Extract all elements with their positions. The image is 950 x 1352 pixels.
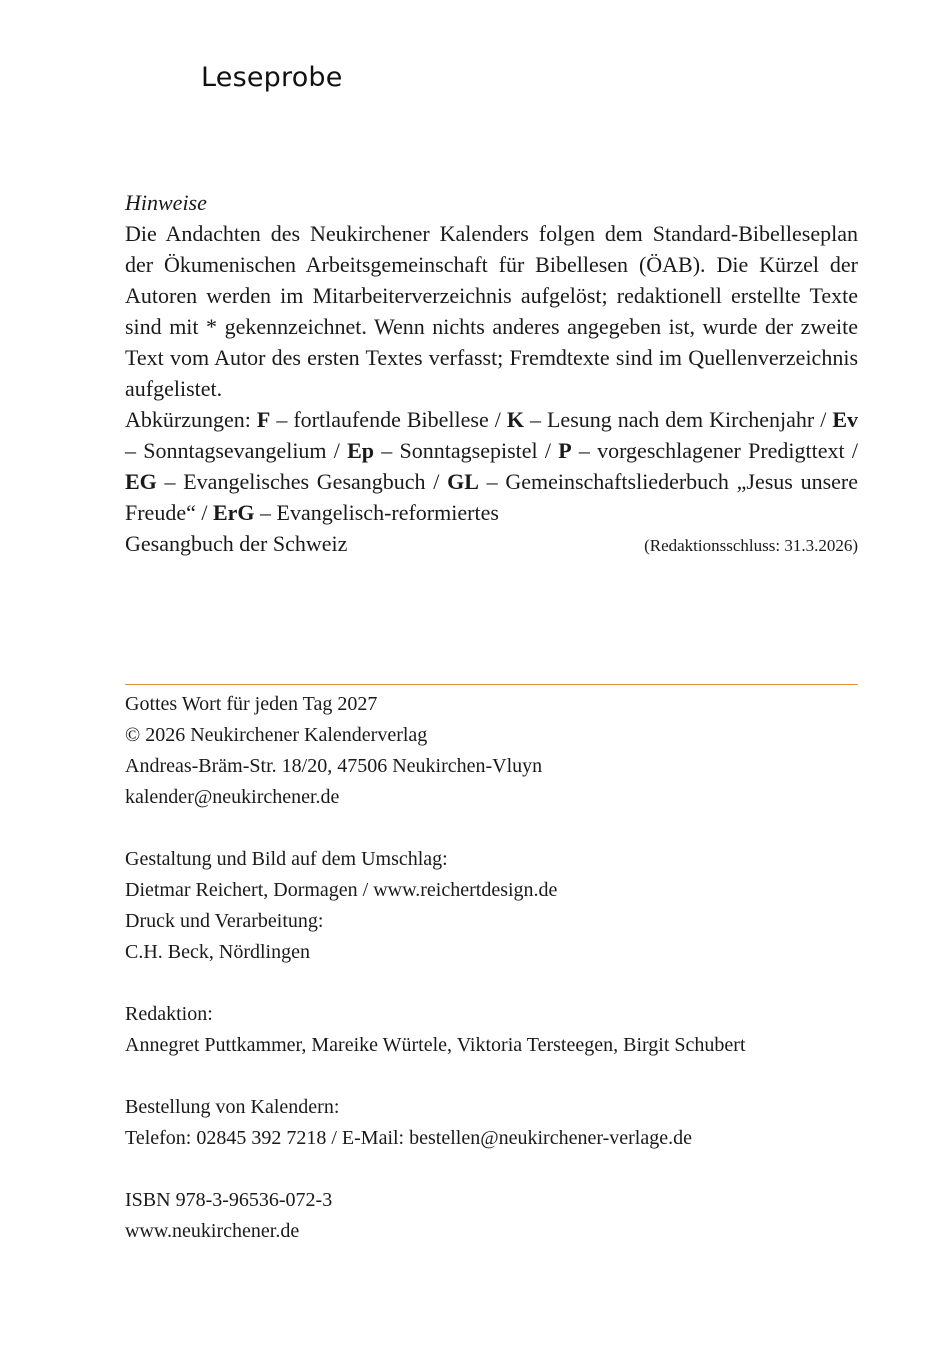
abbreviation-item: Ev – Sonntagsevangelium — [125, 407, 859, 463]
abbreviation-code: K — [506, 407, 524, 432]
section-divider — [125, 684, 858, 685]
abbreviation-code: ErG — [212, 500, 255, 525]
abbreviation-item: Ep – Sonntagsepistel — [347, 438, 538, 463]
editors-value: Annegret Puttkammer, Mareike Würtele, Viktoria Tersteegen, Birgit Schubert — [125, 1034, 746, 1056]
editorial-deadline: (Redaktionsschluss: 31.3.2026) — [644, 536, 858, 555]
abbreviation-meaning: Sonntagsevangelium — [143, 438, 327, 463]
spacer — [125, 968, 858, 999]
abbreviation-meaning: Gemeinschaftsliederbuch „Jesus unsere Freude“ — [125, 469, 858, 525]
design-value: Dietmar Reichert, Dormagen / www.reichertdesign.de — [125, 879, 558, 901]
website-line: www.neukirchener.de — [125, 1220, 300, 1242]
spacer — [125, 1061, 858, 1092]
isbn-line: ISBN 978-3-96536-072-3 — [125, 1189, 333, 1211]
abbreviation-item: F – fortlaufende Bibellese — [256, 407, 489, 432]
abbreviation-meaning: Evangelisches Gesangbuch — [183, 469, 426, 494]
abbreviation-item: K – Lesung nach dem Kirchenjahr — [506, 407, 815, 432]
abbreviations-last-line — [125, 528, 858, 561]
abbreviation-code: P — [558, 438, 572, 463]
abbreviation-meaning: Sonntagsepistel — [399, 438, 538, 463]
abbreviation-item: ErG – Evangelisch-reformiertes — [212, 500, 499, 525]
abbreviations-tail: Gesangbuch der Schweiz — [125, 531, 348, 556]
abbreviation-item: GL – Gemeinschaftsliederbuch „Jesus unsere Freude“ — [125, 469, 858, 525]
print-label: Druck und Verarbeitung: — [125, 910, 324, 932]
spacer — [125, 1154, 858, 1185]
order-label: Bestellung von Kalendern: — [125, 1096, 340, 1118]
hinweise-section — [125, 187, 858, 561]
abbreviation-meaning: vorgeschlagener Predigttext — [597, 438, 845, 463]
book-title: Gottes Wort für jeden Tag 2027 — [125, 693, 378, 715]
print-value: C.H. Beck, Nördlingen — [125, 941, 310, 963]
abbreviation-meaning: Evangelisch-reformiertes — [276, 500, 499, 525]
spacer — [125, 813, 858, 844]
watermark-label: Leseprobe — [201, 62, 343, 93]
hinweise-paragraph: Die Andachten des Neukirchener Kalenders folgen dem Standard-Bibelleseplan der Ökumenischen Arbeitsgemeinschaft für Bibellesen (ÖAB). Die Kürzel der Autoren werden im Mitarbeiterverzeichnis aufgelöst; redaktionell erstellte Texte sind mit * gekennzeichnet. Wenn nichts anderes angegeben ist, wurde der zweite Text vom Autor des ersten Textes verfasst; Fremdtexte sind im Quellenverzeichnis aufgelistet. — [125, 221, 858, 401]
imprint-section — [125, 689, 858, 1247]
copyright-line: © 2026 Neukirchener Kalenderverlag — [125, 724, 428, 746]
abbreviation-item: EG – Evangelisches Gesangbuch — [125, 469, 426, 494]
editors-label: Redaktion: — [125, 1003, 213, 1025]
abbreviation-meaning: fortlaufende Bibellese — [293, 407, 489, 432]
abbreviation-meaning: Lesung nach dem Kirchenjahr — [546, 407, 815, 432]
abbreviation-code: GL — [447, 469, 479, 494]
abbreviation-code: Ep — [347, 438, 375, 463]
abbreviation-item: P – vorgeschlagener Predigttext — [558, 438, 845, 463]
abbreviations-intro: Abkürzungen: — [125, 407, 251, 432]
section-heading: Hinweise — [125, 190, 207, 215]
abbreviations-paragraph: Abkürzungen: F – fortlaufende Bibellese / K – Lesung nach dem Kirchenjahr / Ev – Sonntagsevangelium / Ep – Sonntagsepistel / P – vorgeschlagener Predigttext / EG – Evangelisches Gesangbuch / GL – Gemeinschaftsliederbuch „Jesus unsere Freude“ / ErG – Evangelisch-reformiertes — [125, 407, 859, 525]
abbreviation-code: F — [256, 407, 271, 432]
design-label: Gestaltung und Bild auf dem Umschlag: — [125, 848, 448, 870]
abbreviation-code: EG — [125, 469, 157, 494]
abbreviation-code: Ev — [832, 407, 859, 432]
order-value: Telefon: 02845 392 7218 / E-Mail: bestellen@neukirchener-verlage.de — [125, 1127, 692, 1149]
publisher-address: Andreas-Bräm-Str. 18/20, 47506 Neukirchen-Vluyn — [125, 755, 543, 777]
publisher-email: kalender@neukirchener.de — [125, 786, 340, 808]
